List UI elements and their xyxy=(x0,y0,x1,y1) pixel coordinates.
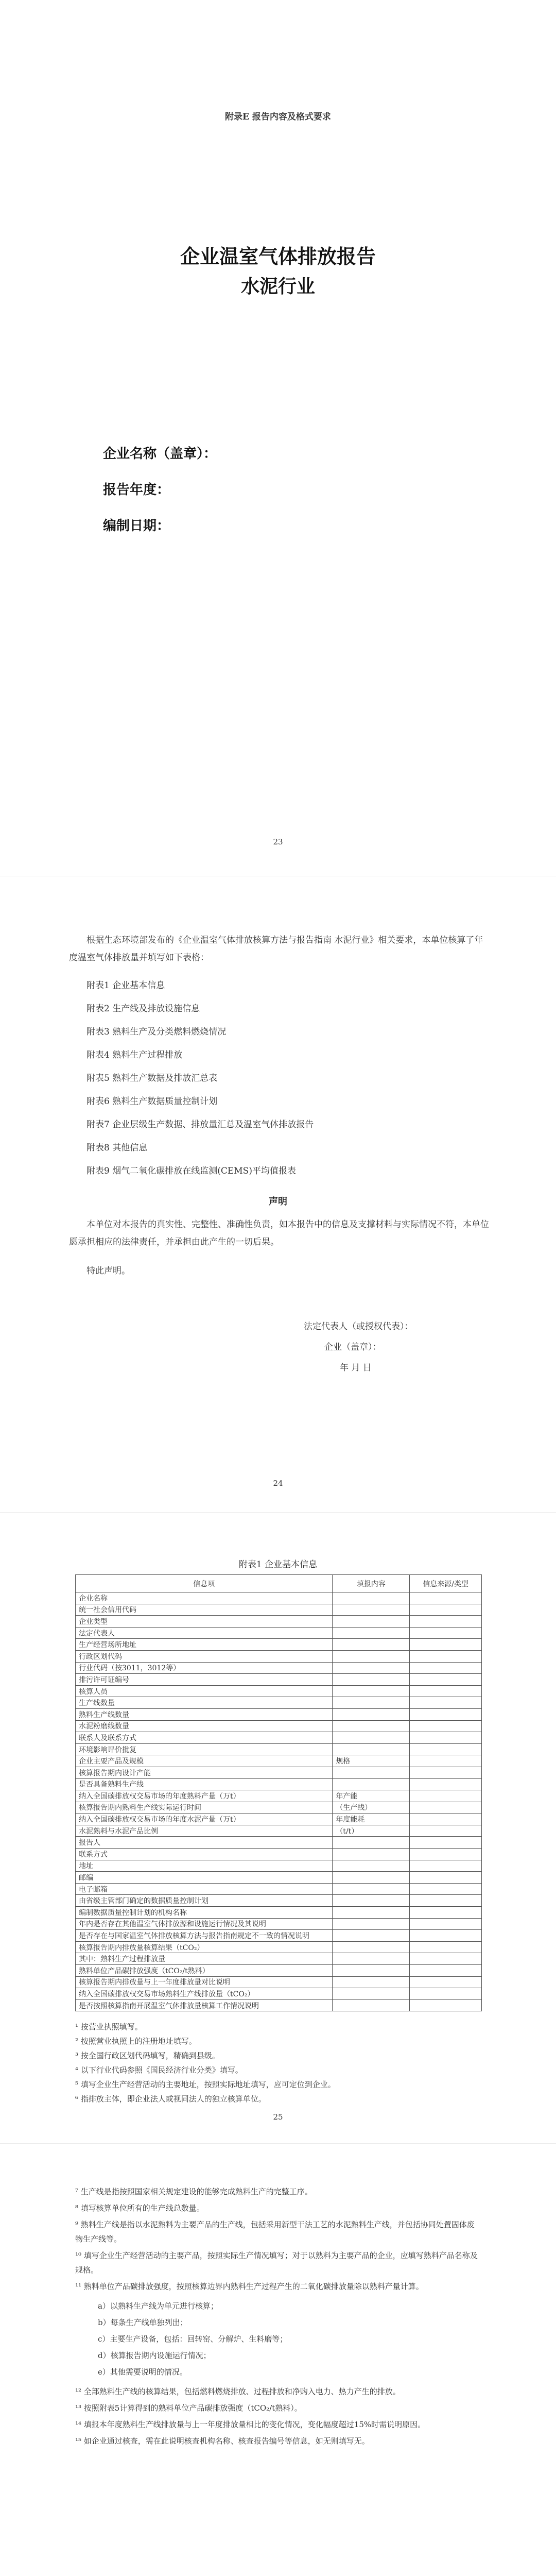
info-item-cell: 纳入全国碳排放权交易市场的年度熟料产量（万t） xyxy=(76,1790,333,1802)
table-row xyxy=(76,1662,482,1674)
footnote-sub-item: d）核算报告期内设施运行情况； xyxy=(98,2351,211,2360)
footnote: ⁸ 填写核算单位所有的生产线总数量。 xyxy=(75,2204,204,2213)
table-row xyxy=(76,1860,482,1872)
info-data-cell: （生产线） xyxy=(333,1802,410,1814)
info-source-cell xyxy=(410,1592,482,1604)
info-item-cell: 报告人 xyxy=(76,1837,333,1849)
appendix-header: 附录E 报告内容及格式要求 xyxy=(225,112,331,122)
info-data-cell xyxy=(333,1708,410,1720)
table-row xyxy=(76,1837,482,1849)
info-source-cell xyxy=(410,1755,482,1767)
company-name-field: 企业名称（盖章）： xyxy=(103,446,217,462)
table-row xyxy=(76,1872,482,1884)
table-row xyxy=(76,1941,482,1953)
table-row xyxy=(76,1732,482,1744)
info-item-cell: 是否按照核算指南开展温室气体排放量核算工作情况说明 xyxy=(76,1999,333,2011)
info-source-cell xyxy=(410,1604,482,1616)
info-item-cell: 生产经营场所地址 xyxy=(76,1639,333,1651)
intro-paragraph: 根据生态环境部发布的《企业温室气体排放核算方法与报告指南 水泥行业》相关要求，本单位核算了年度温室气体排放量并填写如下表格： xyxy=(69,935,483,963)
attachment-item: 附表9 烟气二氧化碳排放在线监测(CEMS)平均值报表 xyxy=(86,1166,296,1176)
attachment-item: 附表5 熟料生产数据及排放汇总表 xyxy=(86,1073,218,1083)
table-row xyxy=(76,1708,482,1720)
footnote: ⁴ 以下行业代码参照《国民经济行业分类》填写。 xyxy=(75,2065,243,2075)
attachment-item: 附表3 熟料生产及分类燃料燃烧情况 xyxy=(86,1027,227,1037)
info-source-cell xyxy=(410,1778,482,1790)
info-source-cell xyxy=(410,1732,482,1744)
info-item-cell: 地址 xyxy=(76,1860,333,1872)
info-source-cell xyxy=(410,1837,482,1849)
statement-paragraph: 本单位对本报告的真实性、完整性、准确性负责，如本报告中的信息及支撑材料与实际情况不符，本单位愿承担相应的法律责任，并承担由此产生的一切后果。 xyxy=(69,1219,489,1247)
info-data-cell xyxy=(333,1639,410,1651)
footnote-sub-item: e）其他需要说明的情况。 xyxy=(98,2367,187,2377)
info-source-cell xyxy=(410,1743,482,1755)
footnote: ¹³ 按照附表5计算得到的熟料单位产品碳排放强度（tCO₂/t熟料）。 xyxy=(75,2403,302,2413)
enterprise-info-table xyxy=(75,1574,482,2011)
info-data-cell xyxy=(333,1941,410,1953)
info-source-cell xyxy=(410,1674,482,1686)
table-row xyxy=(76,1907,482,1919)
info-data-cell xyxy=(333,1872,410,1884)
info-data-cell xyxy=(333,1907,410,1919)
page-number: 25 xyxy=(273,2112,283,2122)
page-divider xyxy=(0,2143,556,2144)
info-source-cell xyxy=(410,1802,482,1814)
info-data-cell xyxy=(333,1999,410,2011)
footnote-sub-item: b）每条生产线单独列出； xyxy=(98,2318,188,2327)
info-item-cell: 企业主要产品及规模 xyxy=(76,1755,333,1767)
info-source-cell xyxy=(410,1790,482,1802)
table-row xyxy=(76,1814,482,1825)
table-row xyxy=(76,1674,482,1686)
footnote: ² 按照营业执照上的注册地址填写。 xyxy=(75,2037,197,2046)
info-item-cell: 法定代表人 xyxy=(76,1627,333,1639)
table-row xyxy=(76,1767,482,1778)
info-item-cell: 水泥熟料与水泥产品比例 xyxy=(76,1825,333,1837)
info-source-cell xyxy=(410,1849,482,1860)
report-year-field: 报告年度： xyxy=(103,482,170,498)
table-row xyxy=(76,1953,482,1965)
info-item-cell: 由省级主管部门确定的数据质量控制计划 xyxy=(76,1895,333,1907)
info-data-cell xyxy=(333,1895,410,1907)
info-data-cell xyxy=(333,1674,410,1686)
info-data-cell xyxy=(333,1988,410,2000)
table-row xyxy=(76,1627,482,1639)
info-source-cell xyxy=(410,1814,482,1825)
info-source-cell xyxy=(410,1872,482,1884)
info-data-cell xyxy=(333,1860,410,1872)
report-title: 企业温室气体排放报告 xyxy=(180,245,376,268)
attachment-item: 附表4 熟料生产过程排放 xyxy=(86,1050,183,1060)
info-item-cell: 其中：熟料生产过程排放量 xyxy=(76,1953,333,1965)
page-divider xyxy=(0,1512,556,1513)
info-source-cell xyxy=(410,1662,482,1674)
info-data-cell xyxy=(333,1930,410,1942)
table-row xyxy=(76,1592,482,1604)
table-row xyxy=(76,1720,482,1732)
info-source-cell xyxy=(410,1988,482,2000)
sign-date: 年 月 日 xyxy=(340,1363,372,1373)
info-item-cell: 生产线数量 xyxy=(76,1697,333,1709)
info-data-cell xyxy=(333,1662,410,1674)
info-data-cell xyxy=(333,1778,410,1790)
info-data-cell xyxy=(333,1616,410,1628)
statement-title: 声明 xyxy=(269,1196,287,1207)
table-row xyxy=(76,1895,482,1907)
info-data-cell xyxy=(333,1883,410,1895)
table-row xyxy=(76,1778,482,1790)
table-row xyxy=(76,1965,482,1977)
info-source-cell xyxy=(410,1953,482,1965)
info-source-cell xyxy=(410,1825,482,1837)
info-item-cell: 联系方式 xyxy=(76,1849,333,1860)
info-data-cell: 年度能耗 xyxy=(333,1814,410,1825)
page-number: 24 xyxy=(273,1479,283,1488)
table-row xyxy=(76,1650,482,1662)
attachment-item: 附表8 其他信息 xyxy=(86,1143,148,1153)
footnote: ³ 按全国行政区划代码填写，精确到县级。 xyxy=(75,2051,220,2060)
info-data-cell xyxy=(333,1837,410,1849)
info-item-cell: 核算报告期内排放量核算结果（tCO₂） xyxy=(76,1941,333,1953)
info-item-cell: 统一社会信用代码 xyxy=(76,1604,333,1616)
info-source-cell xyxy=(410,1616,482,1628)
footnote: ¹² 全部熟料生产线的核算结果，包括燃料燃烧排放、过程排放和净购入电力、热力产生的排放。 xyxy=(75,2387,401,2396)
table-header: 信息项 xyxy=(76,1575,333,1592)
info-data-cell xyxy=(333,1650,410,1662)
info-item-cell: 行业代码（按3011，3012等） xyxy=(76,1662,333,1674)
footnote: ⁷ 生产线是指按照国家相关规定建设的能够完成熟料生产的完整工序。 xyxy=(75,2187,312,2196)
table-row xyxy=(76,1849,482,1860)
info-item-cell: 编制数据质量控制计划的机构名称 xyxy=(76,1907,333,1919)
info-item-cell: 电子邮箱 xyxy=(76,1883,333,1895)
info-data-cell xyxy=(333,1732,410,1744)
table-row xyxy=(76,1802,482,1814)
table-row xyxy=(76,1697,482,1709)
info-data-cell xyxy=(333,1743,410,1755)
footnote: ¹¹ 熟料单位产品碳排放强度，按照核算边界内熟料生产过程产生的二氧化碳排放量除以熟料产量计算。 xyxy=(75,2282,424,2291)
info-item-cell: 环境影响评价批复 xyxy=(76,1743,333,1755)
info-data-cell xyxy=(333,1685,410,1697)
info-source-cell xyxy=(410,1708,482,1720)
info-item-cell: 熟料生产线数量 xyxy=(76,1708,333,1720)
table1-caption: 附表1 企业基本信息 xyxy=(238,1560,318,1570)
info-source-cell xyxy=(410,1860,482,1872)
info-source-cell xyxy=(410,1720,482,1732)
attachment-item: 附表2 生产线及排放设施信息 xyxy=(86,1004,200,1014)
info-source-cell xyxy=(410,1930,482,1942)
table-row xyxy=(76,1825,482,1837)
info-source-cell xyxy=(410,1918,482,1930)
info-data-cell xyxy=(333,1918,410,1930)
footnote: ⁵ 填写企业生产经营活动的主要地址，按照实际地址填写，应可定位到企业。 xyxy=(75,2080,336,2089)
footnote: ⁶ 指排放主体，即企业法人或视同法人的独立核算单位。 xyxy=(75,2094,266,2104)
info-data-cell xyxy=(333,1627,410,1639)
footnote: ¹⁴ 填报本年度熟料生产线排放量与上一年度排放量相比的变化情况，变化幅度超过15%时需说明原因。 xyxy=(75,2420,426,2429)
info-item-cell: 核算报告期内设计产能 xyxy=(76,1767,333,1778)
footnote-sub-item: a）以熟料生产线为单元进行核算； xyxy=(98,2301,218,2311)
company-seal: 企业（盖章）： xyxy=(324,1342,381,1352)
info-item-cell: 是否存在与国家温室气体排放核算方法与报告指南规定不一致的情况说明 xyxy=(76,1930,333,1942)
table-header: 信息来源/类型 xyxy=(410,1575,482,1592)
info-source-cell xyxy=(410,1767,482,1778)
footnote-sub-item: c）主要生产设备，包括：回转窑、分解炉、生料磨等； xyxy=(98,2334,288,2344)
info-source-cell xyxy=(410,1685,482,1697)
info-source-cell xyxy=(410,1965,482,1977)
table-row xyxy=(76,1930,482,1942)
info-item-cell: 企业类型 xyxy=(76,1616,333,1628)
info-data-cell xyxy=(333,1767,410,1778)
table-row xyxy=(76,1743,482,1755)
info-data-cell xyxy=(333,1953,410,1965)
info-source-cell xyxy=(410,1650,482,1662)
info-source-cell xyxy=(410,1999,482,2011)
info-data-cell: 规格 xyxy=(333,1755,410,1767)
info-item-cell: 邮编 xyxy=(76,1872,333,1884)
info-source-cell xyxy=(410,1976,482,1988)
table-row xyxy=(76,1999,482,2011)
info-data-cell xyxy=(333,1697,410,1709)
hereby-text: 特此声明。 xyxy=(86,1266,130,1276)
table-row xyxy=(76,1976,482,1988)
info-item-cell: 排污许可证编号 xyxy=(76,1674,333,1686)
table-row xyxy=(76,1616,482,1628)
info-item-cell: 水泥粉磨线数量 xyxy=(76,1720,333,1732)
info-data-cell: （t/t） xyxy=(333,1825,410,1837)
info-item-cell: 是否具备熟料生产线 xyxy=(76,1778,333,1790)
info-item-cell: 行政区划代码 xyxy=(76,1650,333,1662)
footnote: ¹⁰ 填写企业生产经营活动的主要产品，按照实际生产情况填写；对于以熟料为主要产品的企业，应填写熟料产品名称及规格。 xyxy=(75,2251,478,2275)
info-item-cell: 纳入全国碳排放权交易市场的年度水泥产量（万t） xyxy=(76,1814,333,1825)
page-number: 23 xyxy=(273,837,283,846)
table-row xyxy=(76,1604,482,1616)
report-subtitle: 水泥行业 xyxy=(240,276,315,297)
info-data-cell xyxy=(333,1604,410,1616)
compile-date-field: 编制日期： xyxy=(103,518,170,534)
table-row xyxy=(76,1685,482,1697)
info-source-cell xyxy=(410,1941,482,1953)
info-source-cell xyxy=(410,1883,482,1895)
info-data-cell xyxy=(333,1849,410,1860)
attachment-item: 附表7 企业层级生产数据、排放量汇总及温室气体排放报告 xyxy=(86,1120,314,1130)
attachment-item: 附表1 企业基本信息 xyxy=(86,980,165,991)
info-item-cell: 年内是否存在其他温室气体排放源和设施运行情况及其说明 xyxy=(76,1918,333,1930)
info-source-cell xyxy=(410,1895,482,1907)
info-item-cell: 联系人及联系方式 xyxy=(76,1732,333,1744)
info-data-cell xyxy=(333,1965,410,1977)
info-item-cell: 核算报告期内熟料生产线实际运行时间 xyxy=(76,1802,333,1814)
info-item-cell: 熟料单位产品碳排放强度（tCO₂/t熟料） xyxy=(76,1965,333,1977)
info-item-cell: 企业名称 xyxy=(76,1592,333,1604)
info-source-cell xyxy=(410,1627,482,1639)
footnote: ¹⁵ 如企业通过核查，需在此说明核查机构名称、核查报告编号等信息，如无则填写无。 xyxy=(75,2436,370,2446)
table-row xyxy=(76,1639,482,1651)
info-source-cell xyxy=(410,1697,482,1709)
info-source-cell xyxy=(410,1907,482,1919)
legal-representative: 法定代表人（或授权代表）： xyxy=(304,1321,413,1332)
info-data-cell xyxy=(333,1976,410,1988)
attachment-item: 附表6 熟料生产数据质量控制计划 xyxy=(86,1096,218,1107)
info-data-cell xyxy=(333,1592,410,1604)
table-row xyxy=(76,1918,482,1930)
table-row xyxy=(76,1988,482,2000)
info-data-cell xyxy=(333,1720,410,1732)
info-item-cell: 核算人员 xyxy=(76,1685,333,1697)
table-row xyxy=(76,1790,482,1802)
info-item-cell: 核算报告期内排放量与上一年度排放量对比说明 xyxy=(76,1976,333,1988)
table-header: 填报内容 xyxy=(333,1575,410,1592)
table-row xyxy=(76,1755,482,1767)
footnote: ⁹ 熟料生产线是指以水泥熟料为主要产品的生产线，包括采用新型干法工艺的水泥熟料生产线，并包括协同处置固体废物生产线等。 xyxy=(75,2220,475,2244)
table-row xyxy=(76,1883,482,1895)
info-item-cell: 纳入全国碳排放权交易市场熟料生产线排放量（tCO₂） xyxy=(76,1988,333,2000)
info-data-cell: 年产能 xyxy=(333,1790,410,1802)
info-source-cell xyxy=(410,1639,482,1651)
footnote: ¹ 按营业执照填写。 xyxy=(75,2022,143,2031)
